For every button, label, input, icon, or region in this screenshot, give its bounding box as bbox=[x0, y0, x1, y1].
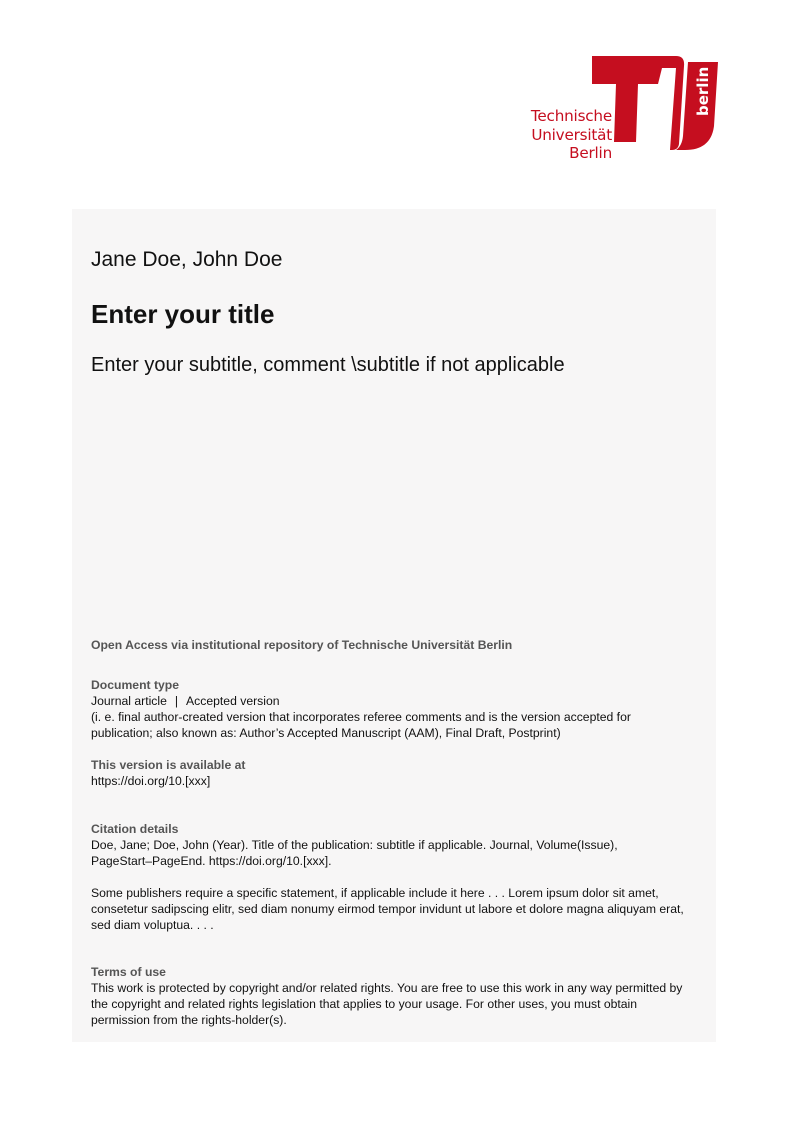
doi-link[interactable]: https://doi.org/10.[xxx] bbox=[91, 774, 211, 788]
document-type-note-2: publication; also known as: Author’s Accepted Manuscript (AAM), Final Draft, Postprint) bbox=[91, 726, 561, 740]
logo-badge-text: berlin bbox=[694, 66, 712, 116]
availability-section bbox=[91, 757, 711, 789]
logo-line-1: Technische bbox=[530, 107, 612, 125]
terms-line-2: the copyright and related rights legislation that applies to your usage. For other uses, you must obtain bbox=[91, 997, 638, 1011]
open-access-heading: Open Access via institutional repository of Technische Universität Berlin bbox=[91, 638, 513, 652]
citation-section bbox=[91, 821, 711, 869]
publisher-statement bbox=[91, 885, 711, 933]
citation-line-2: PageStart–PageEnd. https://doi.org/10.[xxx]. bbox=[91, 854, 332, 868]
authors: Jane Doe, John Doe bbox=[91, 248, 283, 271]
terms-heading: Terms of use bbox=[91, 965, 166, 979]
document-type-value: Journal article bbox=[91, 694, 167, 708]
logo-line-2: Universität bbox=[531, 125, 612, 144]
logo-line-3: Berlin bbox=[569, 144, 612, 162]
terms-line-1: This work is protected by copyright and/or related rights. You are free to use this work in any way permitted by bbox=[91, 981, 683, 995]
statement-line-2: consetetur sadipscing elitr, sed diam nonumy eirmod tempor invidunt ut labore et dolore magna aliquyam erat, bbox=[91, 902, 684, 916]
document-type-heading: Document type bbox=[91, 678, 180, 692]
document-type-note-1: (i. e. final author-created version that incorporates referee comments and is the version accepted for bbox=[91, 710, 631, 724]
document-type-section bbox=[91, 677, 711, 741]
document-type-line bbox=[91, 693, 711, 709]
document-version-value: Accepted version bbox=[186, 694, 280, 708]
terms-section bbox=[91, 964, 711, 1028]
page-subtitle: Enter your subtitle, comment \subtitle if not applicable bbox=[91, 354, 565, 376]
terms-line-3: permission from the rights-holder(s). bbox=[91, 1013, 287, 1027]
statement-line-1: Some publishers require a specific statement, if applicable include it here . . . Lorem ipsum dolor sit amet, bbox=[91, 886, 659, 900]
statement-line-3: sed diam voluptua. . . . bbox=[91, 918, 214, 932]
tu-logo-icon bbox=[590, 54, 720, 154]
tu-berlin-logo bbox=[526, 54, 720, 166]
open-access-notice bbox=[91, 637, 711, 653]
citation-line-1: Doe, Jane; Doe, John (Year). Title of the publication: subtitle if applicable. Journal, Volume(Issue), bbox=[91, 838, 618, 852]
citation-heading: Citation details bbox=[91, 822, 179, 836]
availability-heading: This version is available at bbox=[91, 758, 246, 772]
separator: | bbox=[174, 694, 179, 708]
page-title: Enter your title bbox=[91, 299, 275, 329]
